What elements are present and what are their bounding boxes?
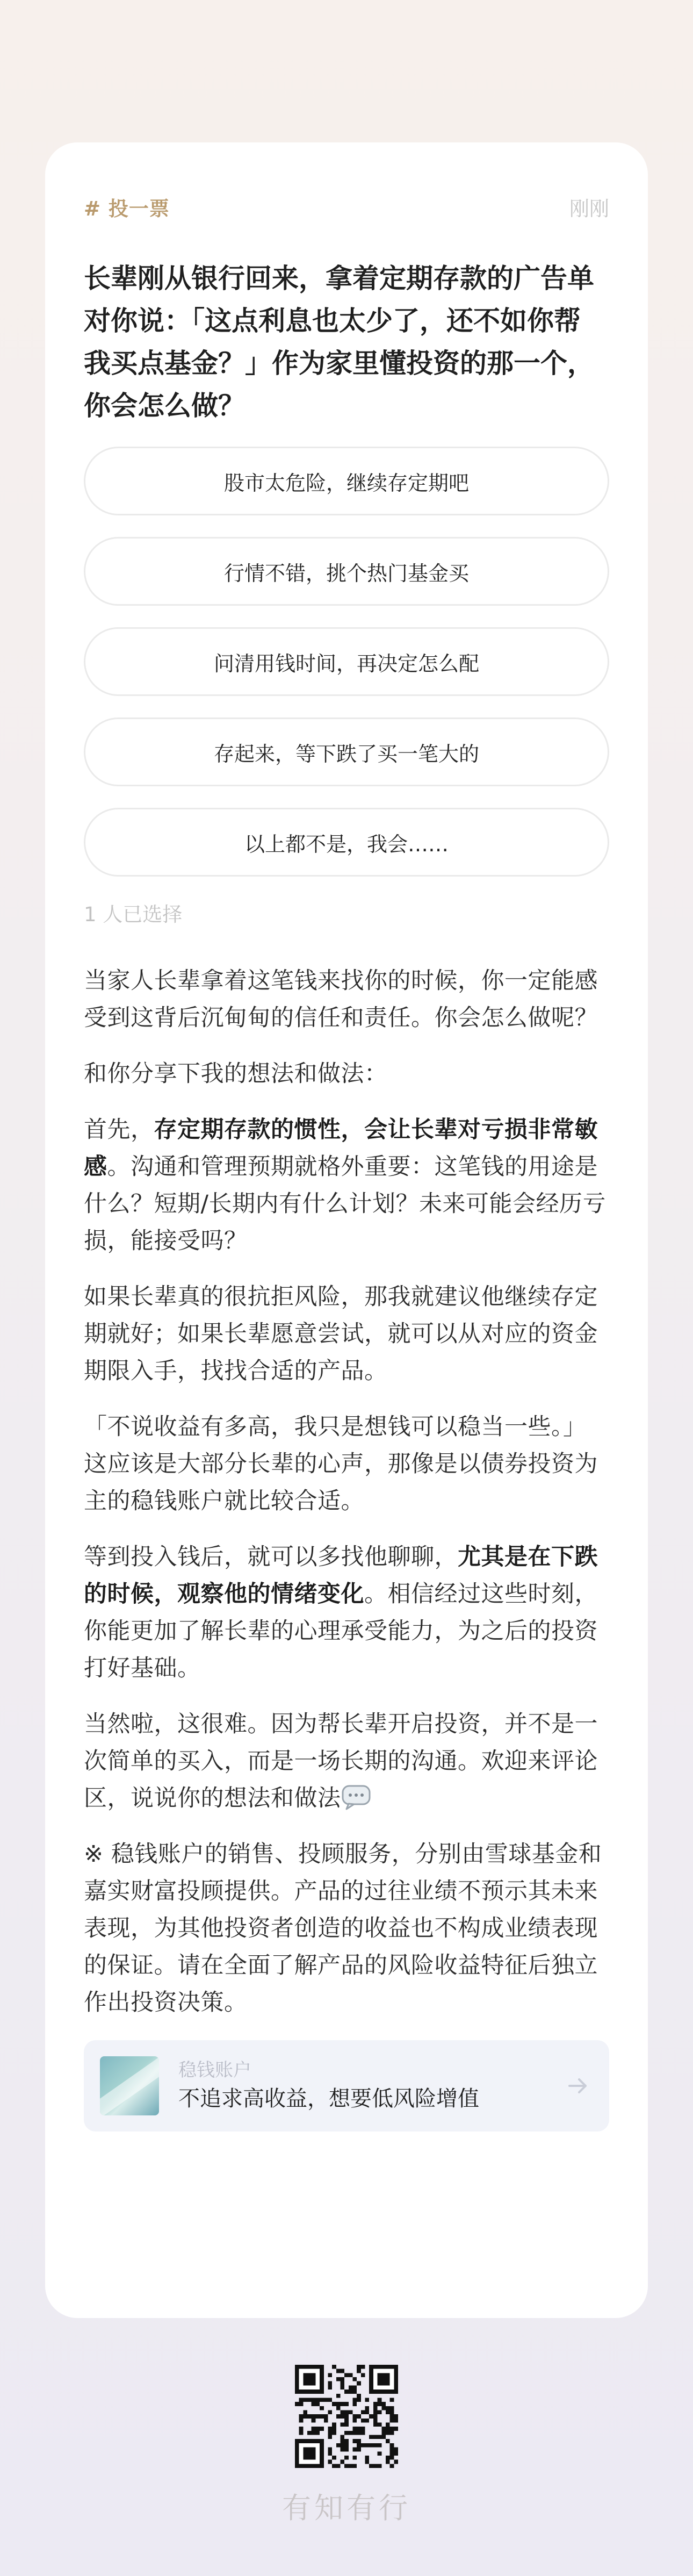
paragraph-2: 和你分享下我的想法和做法： [84,1060,388,1087]
disclaimer: ※ 稳钱账户的销售、投顾服务，分别由雪球基金和嘉实财富投顾提供。产品的过往业绩不预示其未来表现，为其他投资者创造的收益也不构成业绩表现的保证。请在全面了解产品的风险收益特征后独立作出投资决策。 [84,1841,602,2016]
paragraph-4: 如果长辈真的很抗拒风险，那我就建议他继续存定期就好；如果长辈愿意尝试，就可以从对应的资金期限入手，找找合适的产品。 [84,1283,598,1384]
poll-question: 长辈刚从银行回来，拿着定期存款的广告单对你说：「这点利息也太少了，还不如你帮我买点基金？」作为家里懂投资的那一个，你会怎么做？ [84,263,594,421]
paragraph-3-rest: 。沟通和管理预期就格外重要：这笔钱的用途是什么？短期/长期内有什么计划？未来可能会经历亏损，能接受吗？ [84,1153,606,1254]
paragraph-7-text: 当然啦，这很难。因为帮长辈开启投资，并不是一次简单的买入，而是一场长期的沟通。欢迎来评论区，说说你的想法和做法 [84,1711,598,1812]
product-label: 稳钱账户 [178,2060,251,2081]
paragraph-6-rest: 。相信经过这些时刻，你能更加了解长辈的心理承受能力，为之后的投资打好基础。 [84,1581,598,1682]
paragraph-3 [84,1111,609,1260]
poll-option-4[interactable]: 存起来，等下跌了买一笔大的 [84,717,609,786]
product-link-card[interactable] [84,2040,609,2132]
product-thumbnail [100,2056,159,2115]
product-title: 不追求高收益，想要低风险增值 [178,2086,479,2111]
poll-options [84,447,609,877]
product-text [178,2057,479,2114]
poll-option-2[interactable]: 行情不错，挑个热门基金买 [84,537,609,606]
paragraph-1: 当家人长辈拿着这笔钱来找你的时候，你一定能感受到这背后沉甸甸的信任和责任。你会怎么做呢？ [84,967,598,1031]
poll-option-3[interactable]: 问清用钱时间，再决定怎么配 [84,627,609,696]
paragraph-5: 「不说收益有多高，我只是想钱可以稳当一些。」这应该是大部分长辈的心声，那像是以债券投资为主的稳钱账户就比较合适。 [84,1413,598,1515]
qr-code[interactable] [295,2365,398,2468]
article-body [84,963,609,2021]
timestamp: 刚刚 [569,197,609,220]
paragraph-3-emphasis: 存定期存款的惯性，会让长辈对亏损非常敏感 [84,1116,598,1180]
poll-option-1[interactable]: 股市太危险，继续存定期吧 [84,447,609,515]
speech-bubble-icon [341,1784,371,1810]
arrow-right-icon [566,2074,590,2098]
footer [0,2365,693,2527]
paragraph-6-lead: 等到投入钱后，就可以多找他聊聊， [84,1544,458,1570]
card-header [84,194,609,220]
paragraph-3-lead: 首先， [84,1116,154,1143]
poll-option-5[interactable]: 以上都不是，我会…… [84,808,609,877]
topic-tag[interactable]: # 投一票 [84,197,170,220]
paragraph-7 [84,1706,609,1817]
brand-name: 有知有行 [282,2491,411,2525]
paragraph-6 [84,1539,609,1687]
paragraph-6-emphasis: 尤其是在下跌的时候，观察他的情绪变化 [84,1544,598,1608]
poll-card [45,142,648,2318]
vote-count: 1 人已选择 [84,903,183,926]
